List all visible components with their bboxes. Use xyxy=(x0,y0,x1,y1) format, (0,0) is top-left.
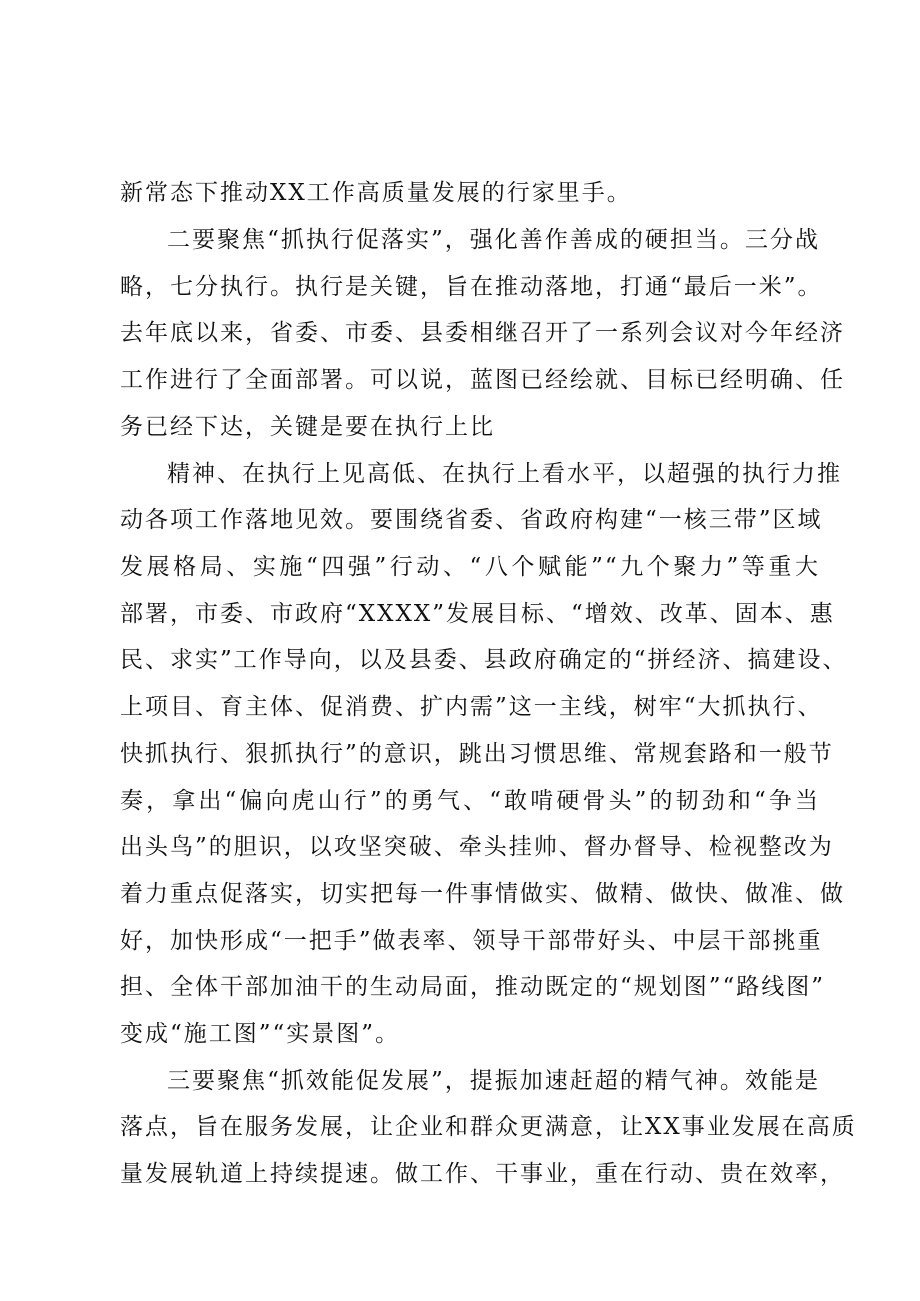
paragraph-start-line: 三要聚焦“抓效能促发展”，提振加速赶超的精气神。效能是 xyxy=(167,1068,820,1094)
text-line: 发展格局、实施“四强”行动、“八个赋能”“九个聚力”等重大 xyxy=(120,554,820,580)
text-line: 略，七分执行。执行是关键，旨在推动落地，打通“最后一米”。 xyxy=(120,274,823,300)
text-line: 部署，市委、市政府“XXXX”发展目标、“增效、改革、固本、惠 xyxy=(120,601,835,627)
paragraph-start-line: 精神、在执行上见高低、在执行上看水平，以超强的执行力推 xyxy=(167,461,842,487)
text-line: 务已经下达，关键是要在执行上比 xyxy=(120,414,495,440)
text-line: 好，加快形成“一把手”做表率、领导干部带好头、中层干部挑重 xyxy=(120,928,823,954)
text-line: 着力重点促落实，切实把每一件事情做实、做精、做快、做准、做 xyxy=(120,881,845,907)
text-line: 量发展轨道上持续提速。做工作、干事业，重在行动、贵在效率， xyxy=(120,1161,845,1187)
text-line: 担、全体干部加油干的生动局面，推动既定的“规划图”“路线图” xyxy=(120,974,826,1000)
text-line: 落点，旨在服务发展，让企业和群众更满意，让XX事业发展在高质 xyxy=(120,1114,857,1140)
text-line: 动各项工作落地见效。要围绕省委、省政府构建“一核三带”区域 xyxy=(120,507,823,533)
text-line: 民、求实”工作导向，以及县委、县政府确定的“拼经济、搞建设、 xyxy=(120,647,848,673)
paragraph-start-line: 二要聚焦“抓执行促落实”，强化善作善成的硬担当。三分战 xyxy=(167,227,820,253)
text-line: 奏，拿出“偏向虎山行”的勇气、“敢啃硬骨头”的韧劲和“争当 xyxy=(120,788,820,814)
text-line: 出头鸟”的胆识，以攻坚突破、牵头挂帅、督办督导、检视整改为 xyxy=(120,834,834,860)
text-line: 新常态下推动XX工作高质量发展的行家里手。 xyxy=(120,180,632,206)
text-line: 工作进行了全面部署。可以说，蓝图已经绘就、目标已经明确、任 xyxy=(120,367,845,393)
text-line: 快抓执行、狠抓执行”的意识，跳出习惯思维、常规套路和一般节 xyxy=(120,741,834,767)
text-line: 变成“施工图”“实景图”。 xyxy=(120,1021,401,1047)
text-line: 去年底以来，省委、市委、县委相继召开了一系列会议对今年经济 xyxy=(120,320,845,346)
text-line: 上项目、育主体、促消费、扩内需”这一主线，树牢“大抓执行、 xyxy=(120,694,823,720)
